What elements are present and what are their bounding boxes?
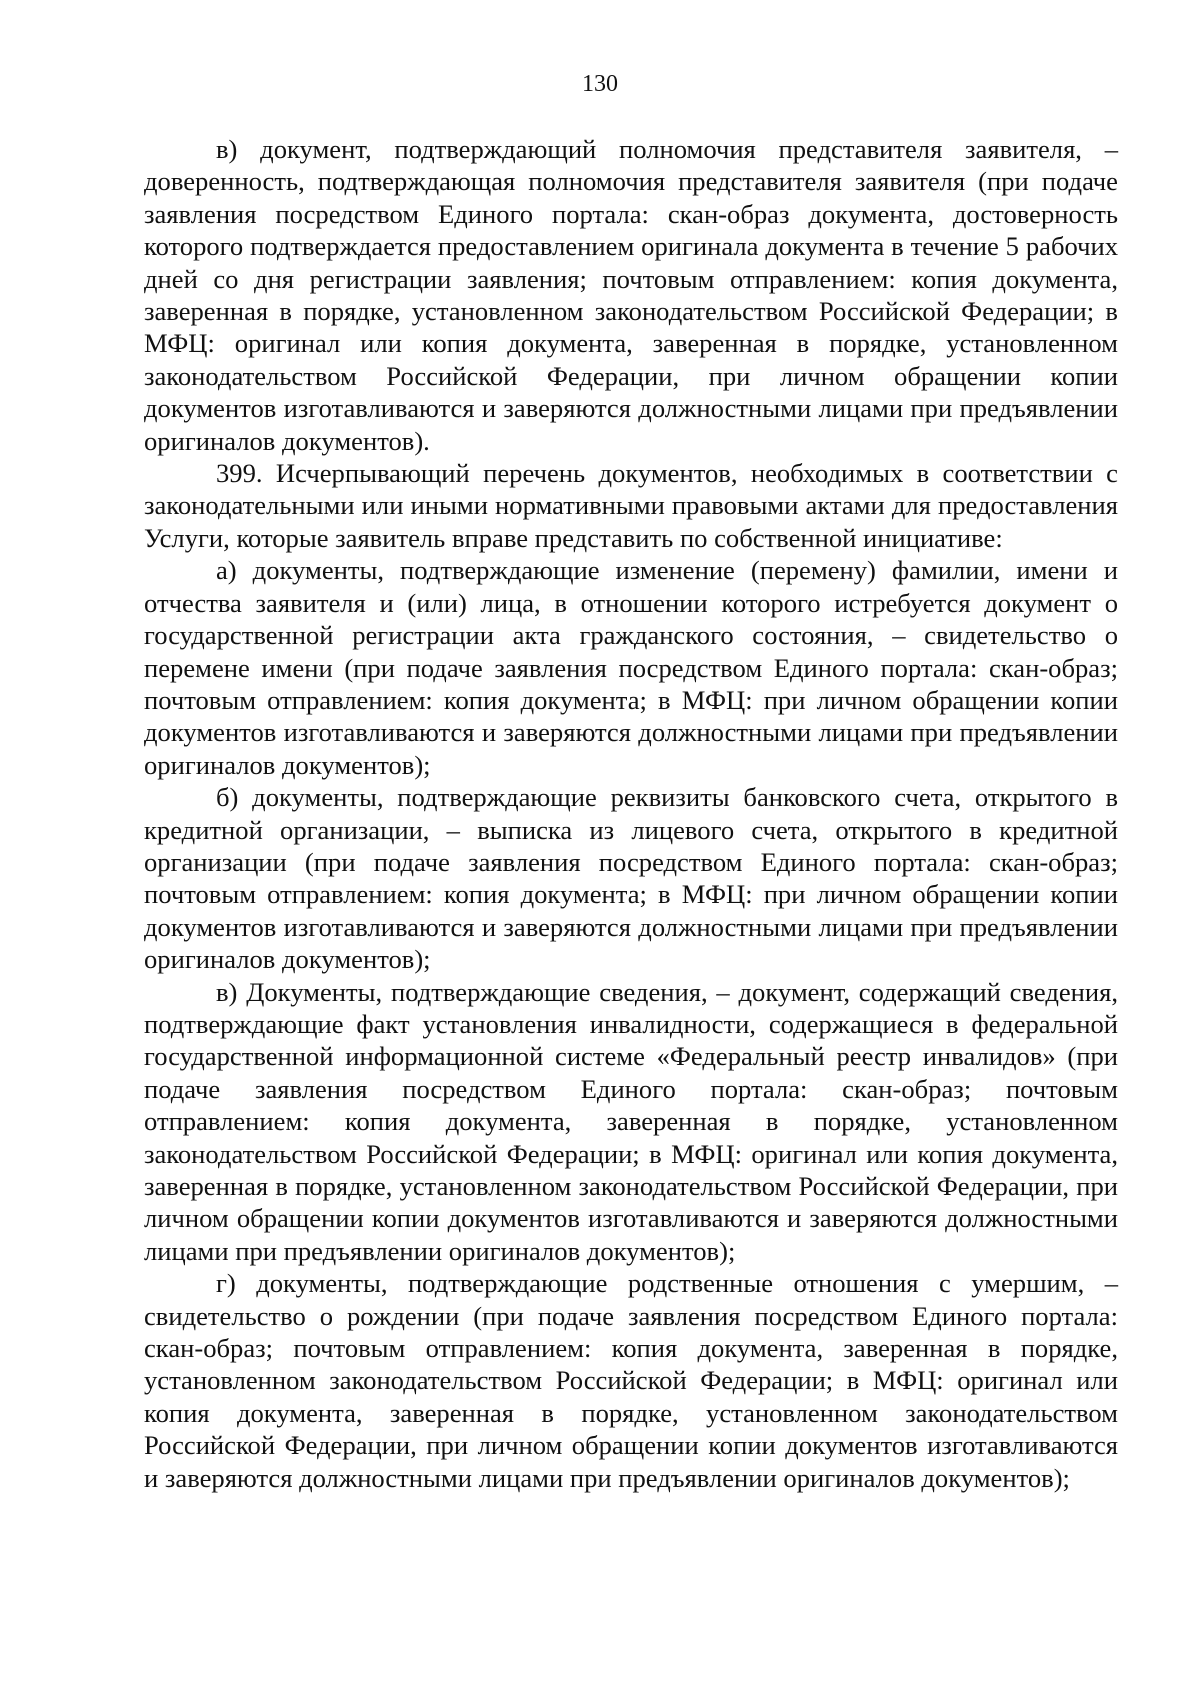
paragraph-g-kinship-documents: г) документы, подтверждающие родственные отношения с умершим, – свидетельство о рождении (при подаче заявления посредством Единого портала: скан-образ; почтовым отправлением: копия документа, заверенная в порядке, установленном законодательством Российской Федерации; в МФЦ: оригинал или копия документа, заверенная в порядке, установленном законодательством Российской Федерации, при личном обращении копии документов изготавливаются и заверяются должностными лицами при предъявлении оригиналов документов);: [144, 1268, 1118, 1493]
paragraph-a-name-change: а) документы, подтверждающие изменение (перемену) фамилии, имени и отчества заявителя и (или) лица, в отношении которого истребуется документ о государственной регистрации акта гражданского состояния, – свидетельство о перемене имени (при подаче заявления посредством Единого портала: скан-образ; почтовым отправлением: копия документа; в МФЦ: при личном обращении копии документов изготавливаются и заверяются должностными лицами при предъявлении оригиналов документов);: [144, 555, 1118, 780]
page-number: 130: [582, 71, 618, 97]
paragraph-399-document-list: 399. Исчерпывающий перечень документов, необходимых в соответствии с законодательными или иными нормативными правовыми актами для предоставления Услуги, которые заявитель вправе представить по собственной инициативе:: [144, 458, 1118, 553]
document-body: [144, 133, 1118, 1494]
paragraph-b-bank-account: б) документы, подтверждающие реквизиты банковского счета, открытого в кредитной организации, – выписка из лицевого счета, открытого в кредитной организации (при подаче заявления посредством Единого портала: скан-образ; почтовым отправлением: копия документа; в МФЦ: при личном обращении копии документов изготавливаются и заверяются должностными лицами при предъявлении оригиналов документов);: [144, 782, 1118, 975]
paragraph-v-disability-info: в) Документы, подтверждающие сведения, – документ, содержащий сведения, подтверждающие факт установления инвалидности, содержащиеся в федеральной государственной информационной системе «Федеральный реестр инвалидов» (при подаче заявления посредством Единого портала: скан-образ; почтовым отправлением: копия документа, заверенная в порядке, установленном законодательством Российской Федерации; в МФЦ: оригинал или копия документа, заверенная в порядке, установленном законодательством Российской Федерации, при личном обращении копии документов изготавливаются и заверяются должностными лицами при предъявлении оригиналов документов);: [144, 976, 1118, 1266]
paragraph-representative-document: в) документ, подтверждающий полномочия представителя заявителя, – доверенность, подтверждающая полномочия представителя заявителя (при подаче заявления посредством Единого портала: скан-образ документа, достоверность которого подтверждается предоставлением оригинала документа в течение 5 рабочих дней со дня регистрации заявления; почтовым отправлением: копия документа, заверенная в порядке, установленном законодательством Российской Федерации; в МФЦ: оригинал или копия документа, заверенная в порядке, установленном законодательством Российской Федерации, при личном обращении копии документов изготавливаются и заверяются должностными лицами при предъявлении оригиналов документов).: [144, 134, 1118, 456]
